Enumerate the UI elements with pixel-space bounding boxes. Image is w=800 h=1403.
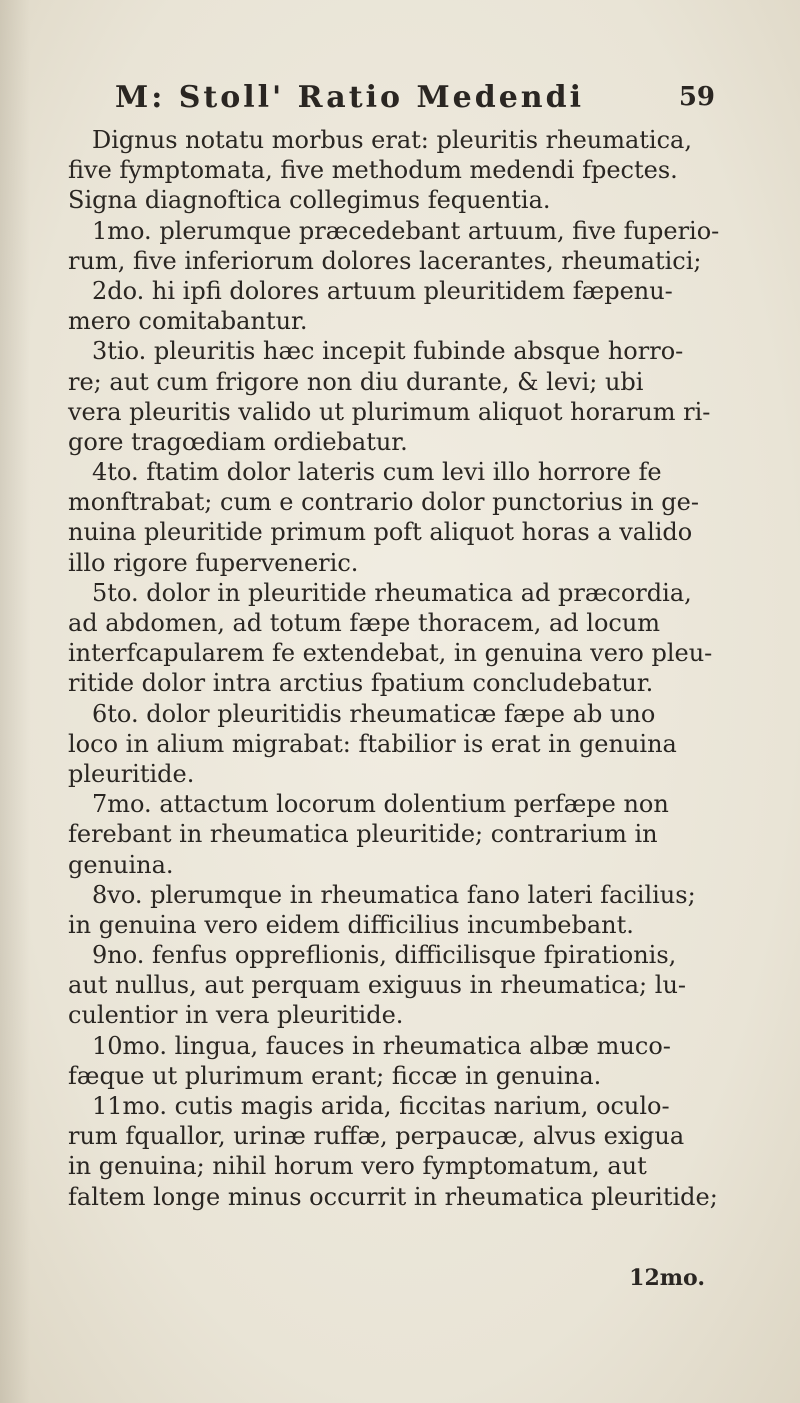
text-line: nuina pleuritide primum poft aliquot horas a valido: [68, 518, 693, 547]
text-line: ferebant in rheumatica pleuritide; contrarium in: [68, 820, 658, 849]
text-line: 9no. fenfus oppreflionis, difficilisque fpirationis,: [92, 941, 677, 970]
body-text: [68, 125, 768, 1212]
catchword: 12mo.: [629, 1265, 705, 1291]
text-line: Dignus notatu morbus erat: pleuritis rheumatica,: [92, 126, 692, 154]
text-line: 8vo. plerumque in rheumatica fano lateri facilius;: [92, 880, 696, 909]
text-line: rum fquallor, urinæ ruffæ, perpaucæ, alvus exigua: [68, 1122, 685, 1151]
text-line: ad abdomen, ad totum fæpe thoracem, ad locum: [68, 609, 661, 637]
text-line: re; aut cum frigore non diu durante, & levi; ubi: [68, 367, 644, 396]
text-line: illo rigore fuperveneric.: [68, 548, 359, 577]
page-number: 59: [678, 82, 715, 112]
text-line: culentior in vera pleuritide.: [68, 1001, 404, 1030]
text-line: faltem longe minus occurrit in rheumatica pleuritide;: [68, 1182, 718, 1211]
text-line: rum, five inferiorum dolores lacerantes, rheumatici;: [68, 246, 702, 275]
text-line: genuina.: [68, 850, 174, 879]
page-gutter-shadow: [0, 0, 30, 1403]
page-header: [115, 80, 715, 120]
text-line: 5to. dolor in pleuritide rheumatica ad præcordia,: [92, 578, 692, 607]
text-line: 10mo. lingua, fauces in rheumatica albæ muco-: [92, 1031, 671, 1060]
running-title: M: Stoll' Ratio Medendi: [115, 80, 584, 115]
text-line: monftrabat; cum e contrario dolor punctorius in ge-: [68, 488, 699, 517]
text-line: in genuina vero eidem difficilius incumbebant.: [68, 910, 634, 939]
text-line: 4to. ftatim dolor lateris cum levi illo horrore fe: [92, 458, 662, 487]
text-line: 7mo. attactum locorum dolentium perfæpe non: [92, 790, 669, 819]
text-line: ritide dolor intra arctius fpatium concludebatur.: [68, 669, 654, 698]
text-line: Signa diagnoftica collegimus fequentia.: [68, 186, 551, 215]
text-line: gore tragœdiam ordiebatur.: [68, 427, 408, 456]
text-line: vera pleuritis valido ut plurimum aliquot horarum ri-: [68, 397, 711, 426]
text-line: interfcapularem fe extendebat, in genuina vero pleu-: [68, 639, 713, 668]
text-line: in genuina; nihil horum vero fymptomatum, aut: [68, 1152, 647, 1181]
text-line: fæque ut plurimum erant; ficcæ in genuina.: [68, 1061, 602, 1090]
text-line: 6to. dolor pleuritidis rheumaticæ fæpe ab uno: [92, 699, 656, 728]
text-line: mero comitabantur.: [68, 307, 308, 336]
text-line: 3tio. pleuritis hæc incepit fubinde absque horro-: [92, 337, 684, 366]
text-line: 2do. hi ipfi dolores artuum pleuritidem fæpenu-: [92, 276, 673, 305]
text-line: pleuritide.: [68, 759, 195, 788]
text-line: five fymptomata, five methodum medendi fpectes.: [68, 156, 678, 185]
text-line: aut nullus, aut perquam exiguus in rheumatica; lu-: [68, 971, 687, 1000]
text-line: loco in alium migrabat: ftabilior is erat in genuina: [68, 729, 677, 758]
text-line: 11mo. cutis magis arida, ficcitas narium, oculo-: [92, 1092, 670, 1120]
text-line: 1mo. plerumque præcedebant artuum, five fuperio-: [92, 216, 720, 245]
